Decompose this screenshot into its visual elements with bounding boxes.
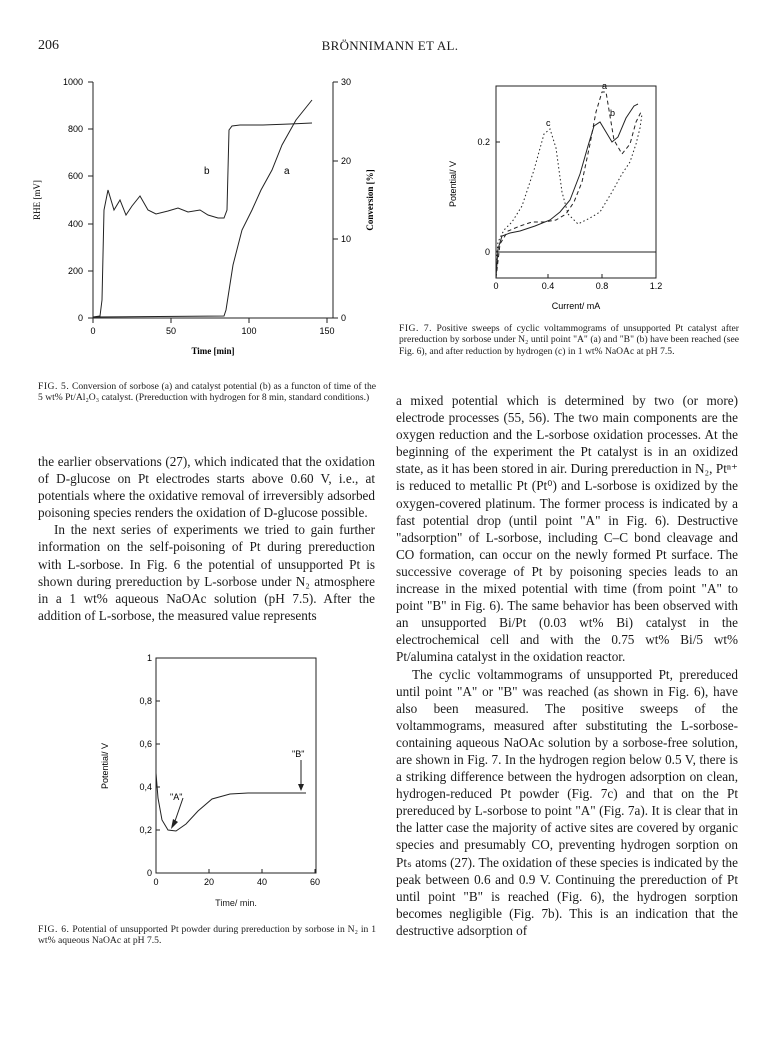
fig6-ytick: 1 (146, 653, 152, 663)
fig7-label-b: b (610, 108, 616, 118)
fig6-ylabel: Potential/ V (100, 742, 110, 790)
fig6-ytick: 0,4 (139, 782, 152, 792)
fig6-caption-label: FIG. 6. (38, 924, 70, 935)
figure-5 (28, 70, 388, 370)
left-paragraph-2: In the next series of experiments we tried to gain further information on the self-poisoning of Pt during prereduction with L-sorbose. In Fig. 6 the potential of unsupported Pt is shown during prereduction by L-sorbose under N₂ atmosphere in a 1 wt% aqueous NaOAc solution (pH 7.5). After the addition of L-sorbose, the measured value represents (38, 522, 375, 623)
fig5-xtick: 150 (319, 326, 335, 336)
fig7-xtick: 0.4 (541, 281, 555, 291)
fig5-ytick: 600 (67, 171, 83, 181)
fig6-xtick: 0 (153, 877, 159, 887)
fig6-point-b-label: "B" (292, 749, 305, 759)
fig6-caption-text: Potential of unsupported Pt powder during prereduction by sorbose in N₂ in 1 wt% aqueous NaOAc at pH 7.5. (38, 924, 376, 947)
running-head: BRÖNNIMANN ET AL. (321, 38, 459, 53)
fig6-caption (38, 924, 376, 947)
fig5-ytick: 1000 (62, 77, 83, 87)
fig5-caption-label: FIG. 5. (38, 381, 70, 392)
figure-7 (440, 74, 700, 314)
fig6-xtick: 40 (256, 877, 268, 887)
fig5-ytick: 400 (67, 219, 83, 229)
fig6-ytick: 0,2 (139, 825, 152, 835)
page-number: 206 (38, 38, 59, 53)
fig7-ylabel: Potential/ V (448, 160, 458, 208)
fig7-caption (399, 323, 739, 357)
fig7-xtick: 1.2 (649, 281, 663, 291)
fig7-label-c: c (546, 118, 551, 128)
fig6-ytick: 0,8 (139, 696, 152, 706)
fig7-caption-label: FIG. 7. (399, 323, 433, 334)
fig6-ytick: 0 (146, 868, 152, 878)
fig5-ytick-right: 0 (341, 313, 347, 323)
fig5-xlabel: Time [min] (191, 346, 235, 356)
fig5-ytick: 0 (77, 313, 83, 323)
fig5-curve-label-b: b (204, 166, 210, 177)
fig5-xtick: 100 (241, 326, 257, 336)
fig5-curve-label-a: a (284, 166, 290, 177)
fig7-ytick: 0.2 (477, 137, 490, 147)
fig7-ytick: 0 (484, 247, 490, 257)
fig6-xtick: 20 (203, 877, 215, 887)
right-paragraph-1: a mixed potential which is determined by two (or more) electrode processes (55, 56). The two main components are the oxygen reduction and the L-sorbose oxidation processes. At the beginning of the experiment the Pt catalyst is in an oxidized state, as it has been stored in air. During prereduction in N₂, Ptⁿ⁺ is reduced to metallic Pt (Pt⁰) and L-sorbose is oxidized by the oxygen-covered platinum. The former process is indicated by a fast potential drop (until point "A" in Fig. 6). Destructive "adsorption" of L-sorbose, including C–C bond cleavage and CO formation, can occur on the newly formed Pt surface. The successive coverage of Pt by poisoning species leads to an increase in the mixed potential with time (from point "A" to point "B" in Fig. 6). The same behavior has been observed with an unsupported Bi/Pt (0.03 wt% Bi) catalyst in the electrochemical cell and with the 0.75 wt% Bi/5 wt% Pt/alumina catalyst in the oxidation reactor. (396, 393, 738, 665)
fig7-xtick: 0.8 (595, 281, 609, 291)
fig6-xtick: 60 (309, 877, 321, 887)
left-paragraph-1: the earlier observations (27), which indicated that the oxidation of D-glucose on Pt electrodes starts above 0.60 V, i.e., at potentials where the oxidative removal of irreversibly adsorbed poisoning species renders the oxidation of D-glucose possible. (38, 454, 375, 521)
fig7-xtick: 0 (493, 281, 499, 291)
fig5-caption (38, 381, 376, 404)
fig6-point-a-label: "A" (170, 792, 183, 802)
fig5-ytick: 800 (67, 124, 83, 134)
right-paragraph-2: The cyclic voltammograms of unsupported Pt, prereduced until point "A" or "B" was reached (as shown in Fig. 6), have also been measured. The positive sweeps of the voltammograms, measured after substituting the L-sorbose-containing aqueous NaOAc solution by a sorbose-free solution, are shown in Fig. 7. In the hydrogen region below 0.5 V, there is a striking difference between the hydrogen adsorption on clean, hydrogen-reduced Pt powder (Fig. 7c) and that on the Pt prereduced by L-sorbose to point "A" (Fig. 7a). It is clear that in the latter case the majority of active sites are covered by organic species and presumably CO, preventing hydrogen sorption on Ptₛ atoms (27). The oxidation of these species is indicated by the peak between 0.6 and 0.9 V. Continuing the prereduction of Pt until point "B" is reached (Fig. 6), the hydrogen sorption becomes negligible (Fig. 7b). This is an indication that the destructive adsorption of (396, 666, 738, 938)
fig5-ytick-right: 10 (341, 234, 352, 244)
fig5-ylabel-left: RHE [mV] (32, 180, 42, 220)
fig5-ylabel-right: Conversion [%] (365, 169, 375, 231)
left-column-text (38, 453, 375, 624)
fig6-ytick: 0,6 (139, 739, 152, 749)
fig7-xlabel: Current/ mA (551, 301, 601, 311)
fig5-ytick-right: 30 (341, 77, 352, 87)
fig6-xlabel: Time/ min. (215, 898, 257, 908)
fig7-label-a: a (602, 81, 608, 91)
fig5-xtick: 50 (165, 326, 177, 336)
right-column-text (396, 392, 738, 939)
fig5-ytick-right: 20 (341, 156, 352, 166)
fig7-caption-text: Positive sweeps of cyclic voltammograms of unsupported Pt catalyst after prereduction by sorbose under N₂ until point "A" (a) and "B" (b) have been reached (see Fig. 6), and after reduction by hydrogen (c) in 1 wt% NaOAc at pH 7.5. (399, 323, 740, 357)
fig5-caption-text: Conversion of sorbose (a) and catalyst potential (b) as a functon of time of the 5 wt% Pt/Al₂O₃ catalyst. (Prereduction with hydrogen for 8 min, standard conditions.) (38, 381, 376, 404)
fig5-xtick: 0 (90, 326, 96, 336)
fig5-ytick: 200 (67, 266, 83, 276)
figure-6 (80, 648, 340, 888)
